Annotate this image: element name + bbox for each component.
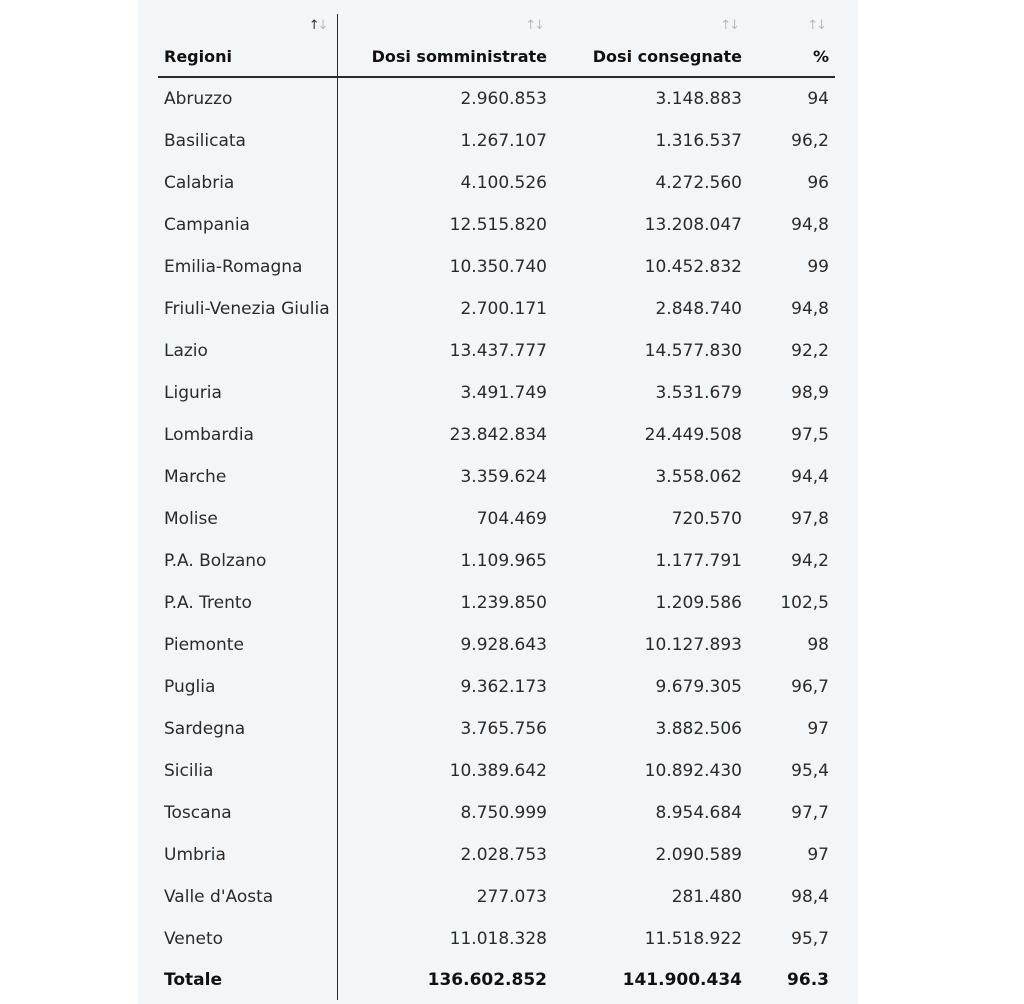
sort-arrows-icon[interactable]: ↑↓ — [525, 18, 543, 33]
table-row — [158, 792, 835, 834]
cell-delivered: 4.272.560 — [655, 173, 742, 193]
table-row — [158, 540, 835, 582]
cell-administered: 10.389.642 — [449, 761, 547, 781]
cell-delivered: 9.679.305 — [655, 677, 742, 697]
cell-region: Lombardia — [158, 414, 337, 456]
cell-administered: 277.073 — [476, 887, 547, 907]
cell-region: Emilia-Romagna — [158, 246, 337, 288]
cell-delivered: 11.518.922 — [644, 929, 742, 949]
cell-percent: 97,7 — [791, 803, 829, 823]
cell-delivered: 8.954.684 — [655, 803, 742, 823]
cell-delivered: 720.570 — [671, 509, 742, 529]
table-row — [158, 918, 835, 960]
sort-arrows-icon[interactable]: ↑↓ — [720, 18, 738, 33]
total-row — [158, 960, 835, 1000]
cell-percent: 92,2 — [791, 341, 829, 361]
cell-administered: 2.700.171 — [460, 299, 547, 319]
cell-administered: 3.359.624 — [460, 467, 547, 487]
cell-delivered: 1.177.791 — [655, 551, 742, 571]
cell-administered: 4.100.526 — [460, 173, 547, 193]
column-header-region[interactable] — [158, 14, 337, 77]
cell-region: Toscana — [158, 792, 337, 834]
cell-region: Molise — [158, 498, 337, 540]
cell-delivered: 3.148.883 — [655, 89, 742, 109]
table-row — [158, 624, 835, 666]
cell-administered: 2.960.853 — [460, 89, 547, 109]
cell-percent: 98,4 — [791, 887, 829, 907]
cell-delivered: 24.449.508 — [644, 425, 742, 445]
cell-administered: 2.028.753 — [460, 845, 547, 865]
cell-percent: 95,4 — [791, 761, 829, 781]
total-cell-administered: 136.602.852 — [427, 970, 547, 990]
cell-delivered: 3.558.062 — [655, 467, 742, 487]
cell-percent: 94,8 — [791, 215, 829, 235]
cell-administered: 3.765.756 — [460, 719, 547, 739]
table-row — [158, 204, 835, 246]
table-row — [158, 330, 835, 372]
cell-delivered: 3.531.679 — [655, 383, 742, 403]
cell-region: Calabria — [158, 162, 337, 204]
column-header-label: Dosi somministrate — [371, 47, 547, 66]
table-row — [158, 750, 835, 792]
cell-region: Liguria — [158, 372, 337, 414]
sort-arrows-icon[interactable]: ↑↓ — [308, 18, 327, 33]
cell-region: Valle d'Aosta — [158, 876, 337, 918]
cell-region: Campania — [158, 204, 337, 246]
cell-region: Friuli-Venezia Giulia — [158, 288, 337, 330]
table-row — [158, 456, 835, 498]
total-cell-percent: 96.3 — [787, 970, 829, 990]
cell-percent: 97,8 — [791, 509, 829, 529]
cell-region: Lazio — [158, 330, 337, 372]
cell-delivered: 10.127.893 — [644, 635, 742, 655]
cell-region: Piemonte — [158, 624, 337, 666]
cell-region: P.A. Trento — [158, 582, 337, 624]
cell-delivered: 1.209.586 — [655, 593, 742, 613]
cell-percent: 94,4 — [791, 467, 829, 487]
cell-region: Basilicata — [158, 120, 337, 162]
cell-percent: 98,9 — [791, 383, 829, 403]
column-header-label: Regioni — [164, 47, 232, 66]
cell-administered: 13.437.777 — [449, 341, 547, 361]
column-header-label: % — [812, 47, 829, 66]
table-row — [158, 414, 835, 456]
cell-region: Puglia — [158, 666, 337, 708]
cell-region: Umbria — [158, 834, 337, 876]
cell-region: P.A. Bolzano — [158, 540, 337, 582]
vaccine-doses-table — [158, 14, 835, 1000]
cell-administered: 23.842.834 — [449, 425, 547, 445]
column-header-label: Dosi consegnate — [592, 47, 742, 66]
cell-delivered: 2.848.740 — [655, 299, 742, 319]
table-body — [158, 77, 835, 1000]
cell-percent: 99 — [807, 257, 829, 277]
cell-administered: 9.928.643 — [460, 635, 547, 655]
cell-delivered: 13.208.047 — [644, 215, 742, 235]
cell-delivered: 2.090.589 — [655, 845, 742, 865]
cell-administered: 1.109.965 — [460, 551, 547, 571]
cell-delivered: 281.480 — [671, 887, 742, 907]
column-header-administered[interactable] — [337, 14, 553, 77]
cell-delivered: 10.892.430 — [644, 761, 742, 781]
cell-region: Marche — [158, 456, 337, 498]
table-row — [158, 498, 835, 540]
column-header-percent[interactable] — [748, 14, 835, 77]
cell-region: Veneto — [158, 918, 337, 960]
cell-administered: 8.750.999 — [460, 803, 547, 823]
sort-arrows-icon[interactable]: ↑↓ — [807, 18, 825, 33]
cell-delivered: 10.452.832 — [644, 257, 742, 277]
table-row — [158, 666, 835, 708]
cell-percent: 96,2 — [791, 131, 829, 151]
cell-administered: 10.350.740 — [449, 257, 547, 277]
table-row — [158, 582, 835, 624]
cell-region: Abruzzo — [158, 77, 337, 120]
cell-percent: 98 — [807, 635, 829, 655]
column-header-delivered[interactable] — [553, 14, 748, 77]
table-row — [158, 288, 835, 330]
cell-administered: 704.469 — [476, 509, 547, 529]
cell-percent: 96 — [807, 173, 829, 193]
cell-percent: 96,7 — [791, 677, 829, 697]
cell-administered: 11.018.328 — [449, 929, 547, 949]
cell-percent: 94,8 — [791, 299, 829, 319]
cell-administered: 12.515.820 — [449, 215, 547, 235]
cell-administered: 3.491.749 — [460, 383, 547, 403]
cell-percent: 97 — [807, 845, 829, 865]
cell-percent: 97 — [807, 719, 829, 739]
table-row — [158, 876, 835, 918]
cell-delivered: 3.882.506 — [655, 719, 742, 739]
table-row — [158, 120, 835, 162]
table-row — [158, 372, 835, 414]
cell-administered: 1.267.107 — [460, 131, 547, 151]
cell-percent: 94,2 — [791, 551, 829, 571]
header-row — [158, 14, 835, 77]
cell-percent: 102,5 — [780, 593, 829, 613]
total-cell-region: Totale — [158, 960, 337, 1000]
cell-delivered: 1.316.537 — [655, 131, 742, 151]
table-row — [158, 246, 835, 288]
cell-percent: 95,7 — [791, 929, 829, 949]
cell-administered: 9.362.173 — [460, 677, 547, 697]
cell-delivered: 14.577.830 — [644, 341, 742, 361]
table-row — [158, 77, 835, 120]
cell-administered: 1.239.850 — [460, 593, 547, 613]
cell-region: Sardegna — [158, 708, 337, 750]
cell-percent: 97,5 — [791, 425, 829, 445]
table-row — [158, 708, 835, 750]
table-row — [158, 834, 835, 876]
cell-percent: 94 — [807, 89, 829, 109]
table-row — [158, 162, 835, 204]
total-cell-delivered: 141.900.434 — [622, 970, 742, 990]
cell-region: Sicilia — [158, 750, 337, 792]
